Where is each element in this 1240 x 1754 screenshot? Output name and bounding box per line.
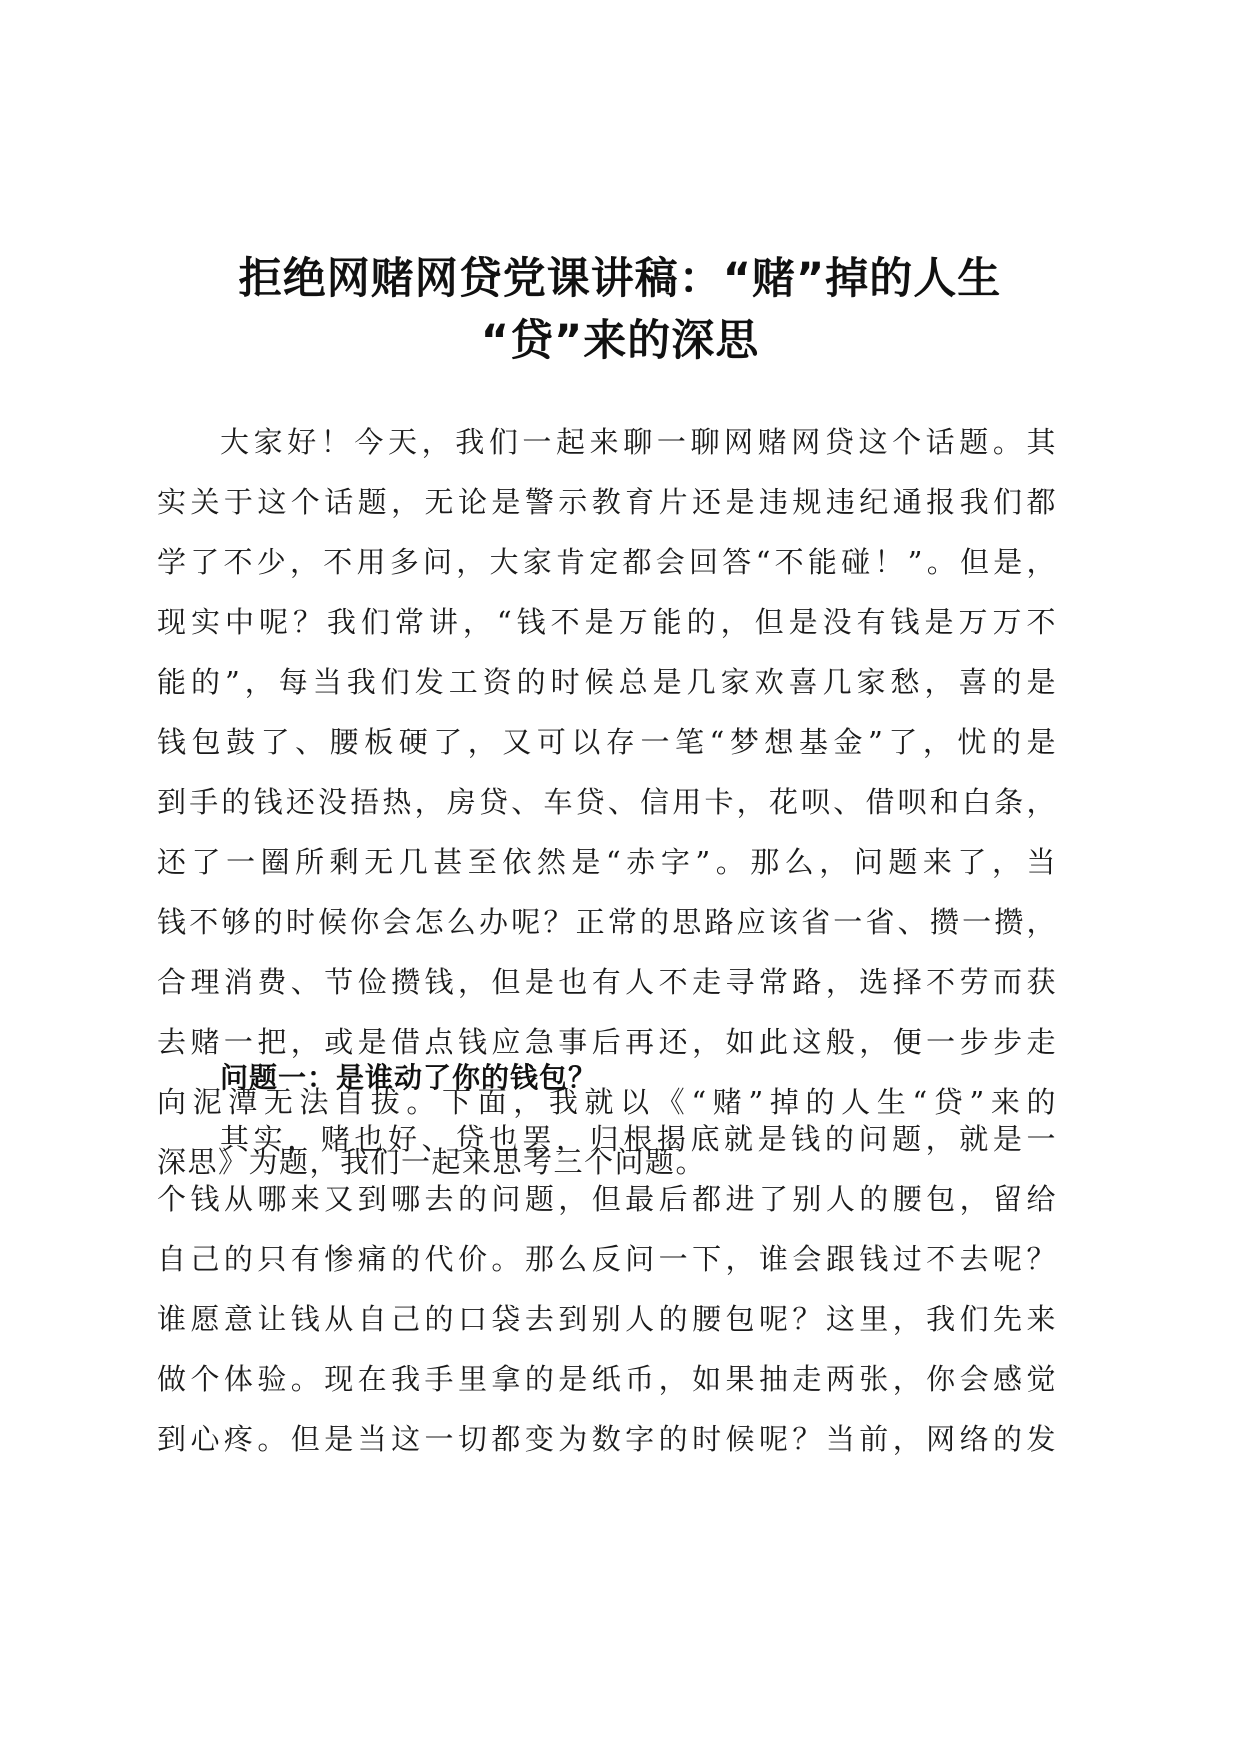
paragraph-line: 向泥潭无法自拔。下面，我就以《“赌”掉的人生“贷”来的 <box>157 1085 1057 1119</box>
paragraph-section-one <box>157 1109 1057 1469</box>
paragraph-line: 大家好！今天，我们一起来聊一聊网赌网贷这个话题。其 <box>220 425 1057 459</box>
paragraph-line: 钱包鼓了、腰板硬了，又可以存一笔“梦想基金”了，忧的是 <box>157 725 1057 759</box>
paragraph-line: 能的”，每当我们发工资的时候总是几家欢喜几家愁，喜的是 <box>157 665 1057 699</box>
title-line-2: “贷”来的深思 <box>480 316 760 366</box>
paragraph-line: 实关于这个话题，无论是警示教育片还是违规违纪通报我们都 <box>157 485 1057 519</box>
paragraph-line: 自己的只有惨痛的代价。那么反问一下，谁会跟钱过不去呢？ <box>157 1242 1057 1276</box>
paragraph-line: 到手的钱还没捂热，房贷、车贷、信用卡，花呗、借呗和白条， <box>157 785 1057 819</box>
paragraph-line: 还了一圈所剩无几甚至依然是“赤字”。那么，问题来了，当 <box>157 845 1057 879</box>
section-heading: 问题一：是谁动了你的钱包？ <box>220 1061 598 1094</box>
paragraph-line: 合理消费、节俭攒钱，但是也有人不走寻常路，选择不劳而获 <box>157 965 1057 999</box>
document-title <box>140 248 1100 372</box>
paragraph-line: 其实，赌也好、贷也罢，归根揭底就是钱的问题，就是一 <box>220 1122 1057 1156</box>
paragraph-line: 谁愿意让钱从自己的口袋去到别人的腰包呢？这里，我们先来 <box>157 1302 1057 1336</box>
paragraph-line: 钱不够的时候你会怎么办呢？正常的思路应该省一省、攒一攒， <box>157 905 1057 939</box>
paragraph-line: 现实中呢？我们常讲，“钱不是万能的，但是没有钱是万万不 <box>157 605 1057 639</box>
paragraph-line: 到心疼。但是当这一切都变为数字的时候呢？当前，网络的发 <box>157 1422 1057 1456</box>
paragraph-line: 去赌一把，或是借点钱应急事后再还，如此这般，便一步步走 <box>157 1025 1057 1059</box>
paragraph-line: 学了不少，不用多问，大家肯定都会回答“不能碰！”。但是， <box>157 545 1057 579</box>
paragraph-line: 深思》为题，我们一起来思考三个问题。 <box>157 1145 707 1179</box>
paragraph-line: 做个体验。现在我手里拿的是纸币，如果抽走两张，你会感觉 <box>157 1362 1057 1396</box>
title-line-1: 拒绝网赌网贷党课讲稿：“赌”掉的人生 <box>238 254 1002 304</box>
paragraph-line: 个钱从哪来又到哪去的问题，但最后都进了别人的腰包，留给 <box>157 1182 1057 1216</box>
